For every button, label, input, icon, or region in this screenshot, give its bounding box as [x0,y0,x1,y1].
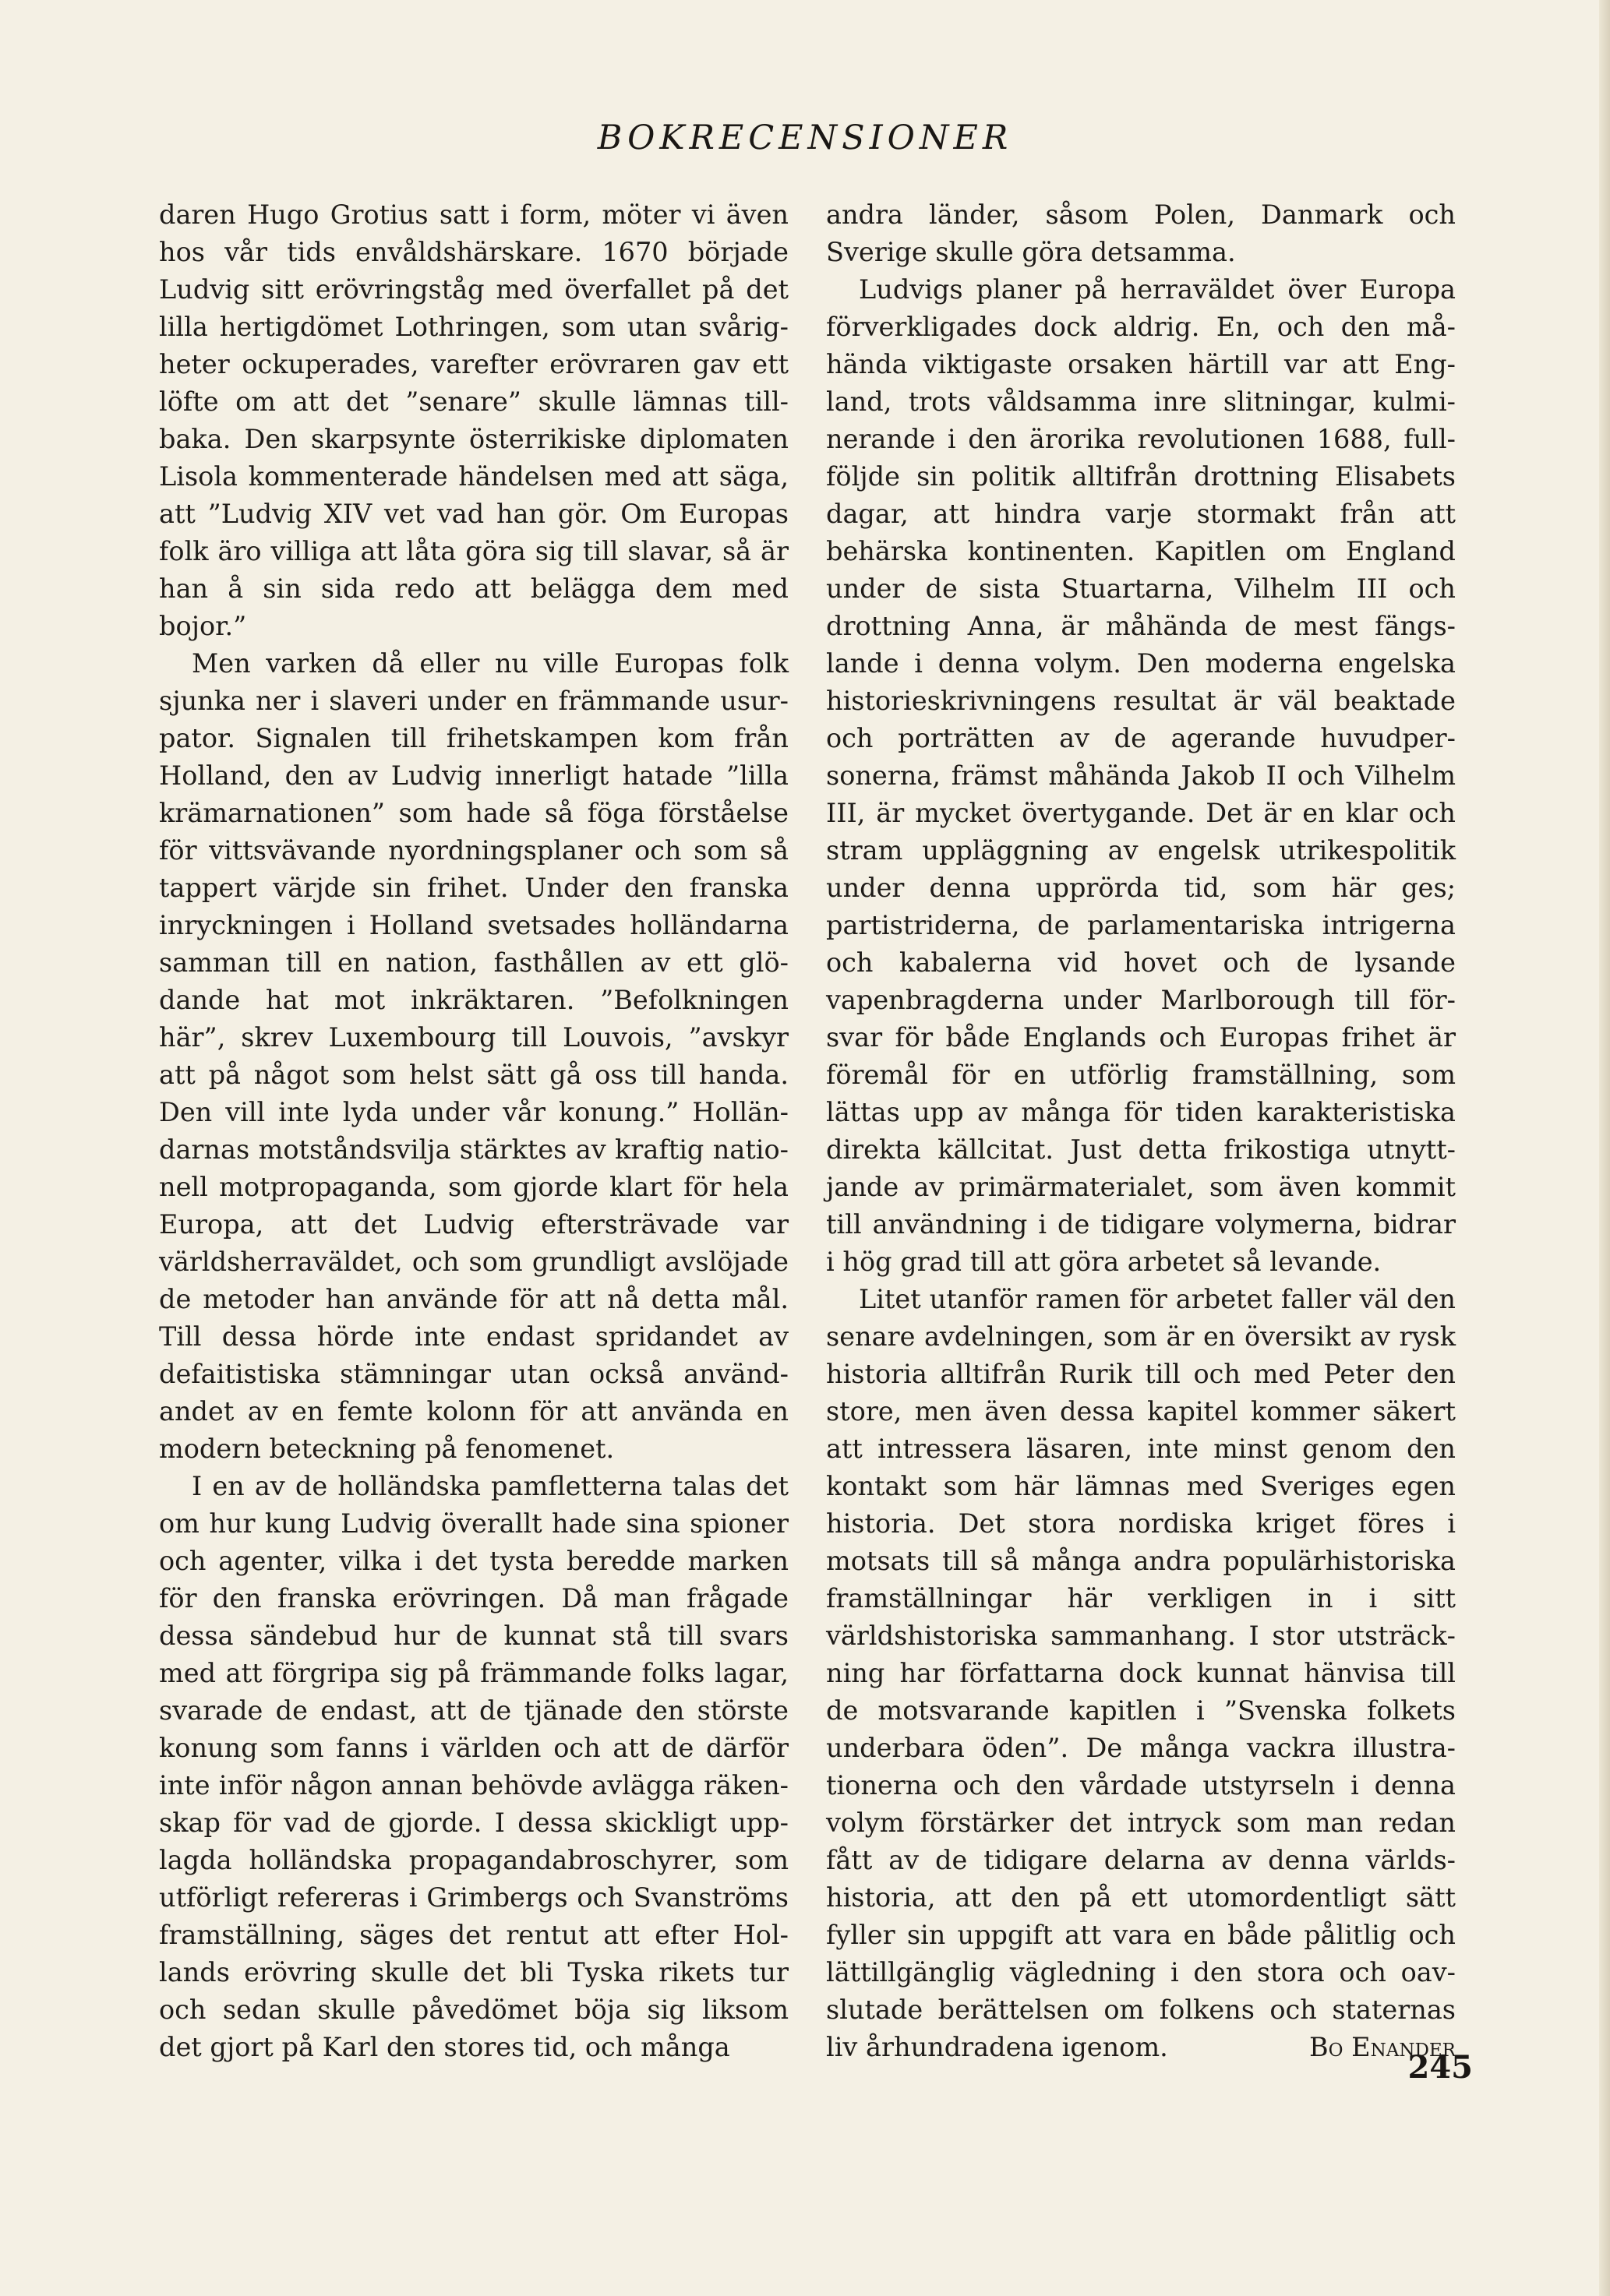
page-number: 245 [1407,2049,1473,2086]
right-paragraph-3 [826,1281,1456,2066]
left-paragraph-1: daren Hugo Grotius satt i form, möter vi även hos vår tids envåldshärskare. 1670 började Ludvig sitt erövringståg med överfallet på det lilla hertigdömet Lothringen, som utan svårigheter ockuperades, varefter erövraren gav ett löfte om att det ”senare” skulle lämnas tillbaka. Den skarpsynte österrikiske diplomaten Lisola kommenterade händelsen med att säga, att ”Ludvig XIV vet vad han gör. Om Europas folk äro villiga att låta göra sig till slavar, så är han å sin sida redo att belägga dem med bojor.” [159,199,789,641]
right-paragraph-1: andra länder, såsom Polen, Danmark och Sverige skulle göra detsamma. [826,199,1456,267]
right-paragraph-2: Ludvigs planer på herraväldet över Europa förverkligades dock aldrig. En, och den måhända viktigaste orsaken härtill var att England, trots våldsamma inre slitningar, kulminerande i den ärorika revolutionen 1688, fullföljde sin politik alltifrån drottning Elisabets dagar, att hindra varje stormakt från att behärska kontinenten. Kapitlen om England under de sista Stuartarna, Vilhelm III och drottning Anna, är måhända de mest fängslande i denna volym. Den moderna engelska historieskrivningens resultat är väl beaktade och porträtten av de agerande huvudpersonerna, främst måhända Jakob II och Vilhelm III, är mycket övertygande. Det är en klar och stram uppläggning av engelsk utrikespolitik under denna upprörda tid, som här ges; partistriderna, de parlamentariska intrigerna och kabalerna vid hovet och de lysande vapenbragderna under Marlborough till försvar för både Englands och Europas frihet är föremål för en utförlig framställning, som lättas upp av många för tiden karakteristiska direkta källcitat. Just detta frikostiga utnyttjande av primärmaterialet, som även kommit till användning i de tidigare volymerna, bidrar i hög grad till att göra arbetet så levande. [826,274,1456,1277]
right-paragraph-3-text: Litet utanför ramen för arbetet faller väl den senare avdelningen, som är en översikt av rysk historia alltifrån Rurik till och med Peter den store, men även dessa kapitel kommer säkert att intressera läsaren, inte minst genom den kontakt som här lämnas med Sveriges egen historia. Det stora nordiska kriget föres i motsats till så många andra populärhistoriska framställningar här verkligen in i sitt världshistoriska sammanhang. I stor utsträckning har författarna dock kunnat hänvisa till de motsvarande kapitlen i ”Svenska folkets underbara öden”. De många vackra illustrationerna och den vårdade utstyrseln i denna volym förstärker det intryck som man redan fått av de tidigare delarna av denna världshistoria, att den på ett utomordentligt sätt fyller sin uppgift att vara en både pålitlig och lättillgänglig vägledning i den stora och oavslutade berättelsen om folkens och staternas liv århundradena igenom. [826,1284,1456,2062]
right-column [826,196,1456,2066]
page-edge-shadow [1599,0,1610,2296]
running-title: BOKRECENSIONER [597,118,1013,157]
left-paragraph-2: Men varken då eller nu ville Europas folk sjunka ner i slaveri under en främmande usurpator. Signalen till frihetskampen kom från Holland, den av Ludvig innerligt hatade ”lilla krämarnationen” som hade så föga förståelse för vittsvävande nyordningsplaner och som så tappert värjde sin frihet. Under den franska inryckningen i Holland svetsades holländarna samman till en nation, fasthållen av ett glödande hat mot inkräktaren. ”Befolkningen här”, skrev Luxembourg till Louvois, ”avskyr att på något som helst sätt gå oss till handa. Den vill inte lyda under vår konung.” Holländarnas motståndsvilja stärktes av kraftig nationell motpropaganda, som gjorde klart för hela Europa, att det Ludvig eftersträvade var världsherraväldet, och som grundligt avslöjade de metoder han använde för att nå detta mål. Till dessa hörde inte endast spridandet av defaitistiska stämningar utan också användandet av en femte kolonn för att använda en modern beteckning på fenomenet. [159,648,789,1464]
left-column [159,196,789,2066]
left-paragraph-3: I en av de holländska pamfletterna talas det om hur kung Ludvig överallt hade sina spioner och agenter, vilka i det tysta beredde marken för den franska erövringen. Då man frågade dessa sändebud hur de kunnat stå till svars med att förgripa sig på främmande folks lagar, svarade de endast, att de tjänade den störste konung som fanns i världen och att de därför inte inför någon annan behövde avlägga räkenskap för vad de gjorde. I dessa skickligt upplagda holländska propagandabroschyrer, som utförligt refereras i Grimbergs och Svanströms framställning, säges det rentut att efter Hollands erövring skulle det bli Tyska rikets tur och sedan skulle påvedömet böja sig liksom det gjort på Karl den stores tid, och många [159,1471,789,2062]
author-signature: Bo Enander [1309,2032,1456,2062]
